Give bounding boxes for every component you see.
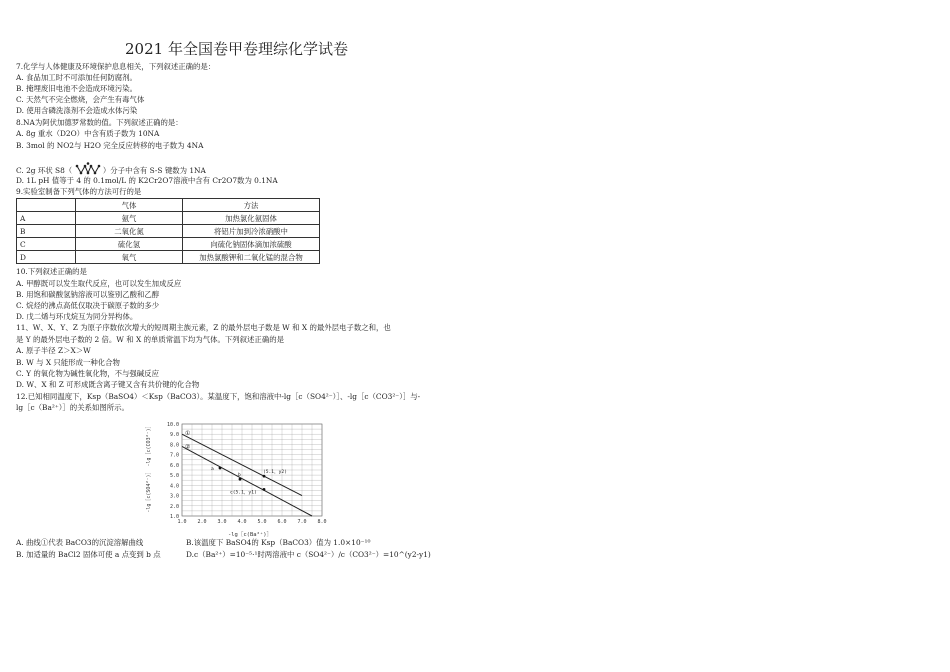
q8-option-c-pre: C. 2g 环状 S8（: [16, 166, 73, 175]
q11-option-c: C. Y 的氧化物为碱性氧化物，不与强碱反应: [16, 369, 159, 378]
table-row: [17, 251, 320, 264]
x-tick-label: 3.0: [217, 519, 227, 525]
q11-stem-line1: 11、W、X、Y、Z 为原子序数依次增大的短周期主族元素，Z 的最外层电子数是 W 和 X 的最外层电子数之和，也: [16, 323, 391, 332]
q11-option-a: A. 原子半径 Z＞X＞W: [16, 346, 91, 355]
x-tick-label: 1.0: [177, 519, 187, 525]
data-point-label: c(5.1，y1): [230, 490, 257, 496]
q7-option-b: B. 掩埋废旧电池不会造成环境污染。: [16, 84, 137, 93]
series-line: [182, 446, 312, 516]
data-point-label: (5.1，y2): [263, 470, 287, 476]
y-tick-label: 4.0: [169, 483, 179, 490]
series-label: ②: [185, 443, 191, 451]
table-row: [17, 212, 320, 225]
data-point: [219, 467, 222, 470]
y-tick-label: 6.0: [169, 462, 179, 469]
q12-option-a: A. 曲线①代表 BaCO3的沉淀溶解曲线: [16, 538, 144, 547]
q12-stem-line1: 12.已知相同温度下，Ksp（BaSO4）＜Ksp（BaCO3）。某温度下，饱和溶液中-lg［c（SO4²⁻）］、-lg［c（CO3²⁻）］与-: [16, 392, 421, 401]
chart-series-labels: [185, 430, 190, 450]
table-cell: 向硫化钠固体滴加浓硫酸: [183, 238, 320, 251]
q10-option-b: B. 用饱和碳酸氢钠溶液可以鉴别乙酸和乙醇: [16, 290, 160, 299]
x-tick-label: 4.0: [237, 519, 247, 525]
table-cell: 氧气: [76, 251, 183, 264]
q7-option-a: A. 食品加工时不可添加任何防腐剂。: [16, 73, 137, 82]
paper-title: 2021 年全国卷甲卷理综化学试卷: [125, 40, 348, 58]
x-tick-label: 2.0: [197, 519, 207, 525]
q12-option-c: B. 加适量的 BaCl2 固体可使 a 点变到 b 点: [16, 550, 161, 559]
table-header-row: [17, 199, 320, 212]
q11-option-d: D. W、X 和 Z 可形成既含离子键又含有共价键的化合物: [16, 380, 200, 389]
q11-stem-line2: 是 Y 的最外层电子数的 2 倍。W 和 X 的单质常温下均为气体。下列叙述正确的是: [16, 335, 284, 344]
x-tick-label: 6.0: [277, 519, 287, 525]
q8-option-b: B. 3mol 的 NO2与 H2O 完全反应转移的电子数为 4NA: [16, 141, 204, 150]
table-cell: B: [17, 225, 76, 238]
q9-stem: 9.实验室制备下列气体的方法可行的是: [16, 187, 142, 196]
data-point: [263, 488, 266, 491]
q7-option-d: D. 使用含磷洗涤剂不会造成水体污染: [16, 106, 138, 115]
q11-option-b: B. W 与 X 只能形成一种化合物: [16, 358, 120, 367]
q9-options-table: [16, 198, 320, 264]
table-cell: A: [17, 212, 76, 225]
y-tick-label: 9.0: [169, 432, 179, 439]
table-cell: C: [17, 238, 76, 251]
q10-option-c: C. 烷烃的沸点高低仅取决于碳原子数的多少: [16, 301, 160, 310]
x-tick-label: 7.0: [297, 519, 307, 525]
q12-stem-line2: lg［c（Ba²⁺）］的关系如图所示。: [16, 403, 129, 412]
chart-y-axis-label: -lg［c(SO4²⁻)］ -lg［c(CO3²⁻)］: [146, 423, 152, 513]
table-cell: 加热氯化氨固体: [183, 212, 320, 225]
chart-points: [211, 467, 287, 496]
q8-option-c: [16, 162, 206, 176]
y-tick-label: 2.0: [169, 503, 179, 510]
table-header-method: 方法: [183, 199, 320, 212]
table-cell: 加热氯酸钾和二氧化锰的混合物: [183, 251, 320, 264]
chart-x-axis-label: -lg［c(Ba²⁺)］: [227, 532, 273, 538]
x-tick-label: 5.0: [257, 519, 267, 525]
chart-ticks: [167, 422, 327, 525]
q10-option-a: A. 甲醇既可以发生取代反应，也可以发生加成反应: [16, 279, 182, 288]
y-tick-label: 3.0: [169, 493, 179, 500]
table-cell: 硫化氢: [76, 238, 183, 251]
table-cell: 二氧化氮: [76, 225, 183, 238]
q7-stem: 7.化学与人体健康及环境保护息息相关，下列叙述正确的是：: [16, 62, 216, 71]
s8-ring-structure-icon: [75, 162, 101, 176]
q12-option-d: D.c（Ba²⁺）=10⁻⁵·¹时两溶液中 c（SO4²⁻）/c（CO3²⁻）=10^(y2-y1): [186, 550, 431, 559]
y-tick-label: 1.0: [169, 514, 179, 520]
data-point: [239, 478, 242, 481]
y-tick-label: 7.0: [169, 452, 179, 459]
table-cell: 将铝片加到冷浓硝酸中: [183, 225, 320, 238]
x-tick-label: 8.0: [317, 519, 327, 525]
data-point: [263, 475, 266, 478]
q8-option-a: A. 8g 重水（D2O）中含有质子数为 10NA: [16, 129, 160, 138]
q8-option-d: D. 1L pH 值等于 4 的 0.1mol/L 的 K2Cr2O7溶液中含有 Cr2O7数为 0.1NA: [16, 176, 278, 185]
y-tick-label: 8.0: [169, 442, 179, 449]
q10-stem: 10.下列叙述正确的是: [16, 267, 87, 276]
q12-option-b: B.该温度下 BaSO4的 Ksp（BaCO3）值为 1.0×10⁻¹⁰: [186, 538, 371, 547]
table-cell: [17, 199, 76, 212]
q10-option-d: D. 戊二烯与环戊烷互为同分异构体。: [16, 312, 138, 321]
series-label: ①: [185, 430, 191, 438]
q12-chart: [140, 418, 340, 540]
q8-stem: 8.NA为阿伏加德罗常数的值。下列叙述正确的是：: [16, 118, 183, 127]
table-cell: 氨气: [76, 212, 183, 225]
y-tick-label: 10.0: [166, 422, 179, 428]
data-point-label: a: [211, 466, 214, 472]
data-point-label: b: [238, 473, 241, 479]
table-header-gas: 气体: [76, 199, 183, 212]
table-row: [17, 225, 320, 238]
y-tick-label: 5.0: [169, 473, 179, 480]
table-row: [17, 238, 320, 251]
q7-option-c: C. 天然气不完全燃烧，会产生有毒气体: [16, 95, 145, 104]
q8-option-c-post: ）分子中含有 S-S 键数为 1NA: [102, 166, 206, 175]
table-cell: D: [17, 251, 76, 264]
